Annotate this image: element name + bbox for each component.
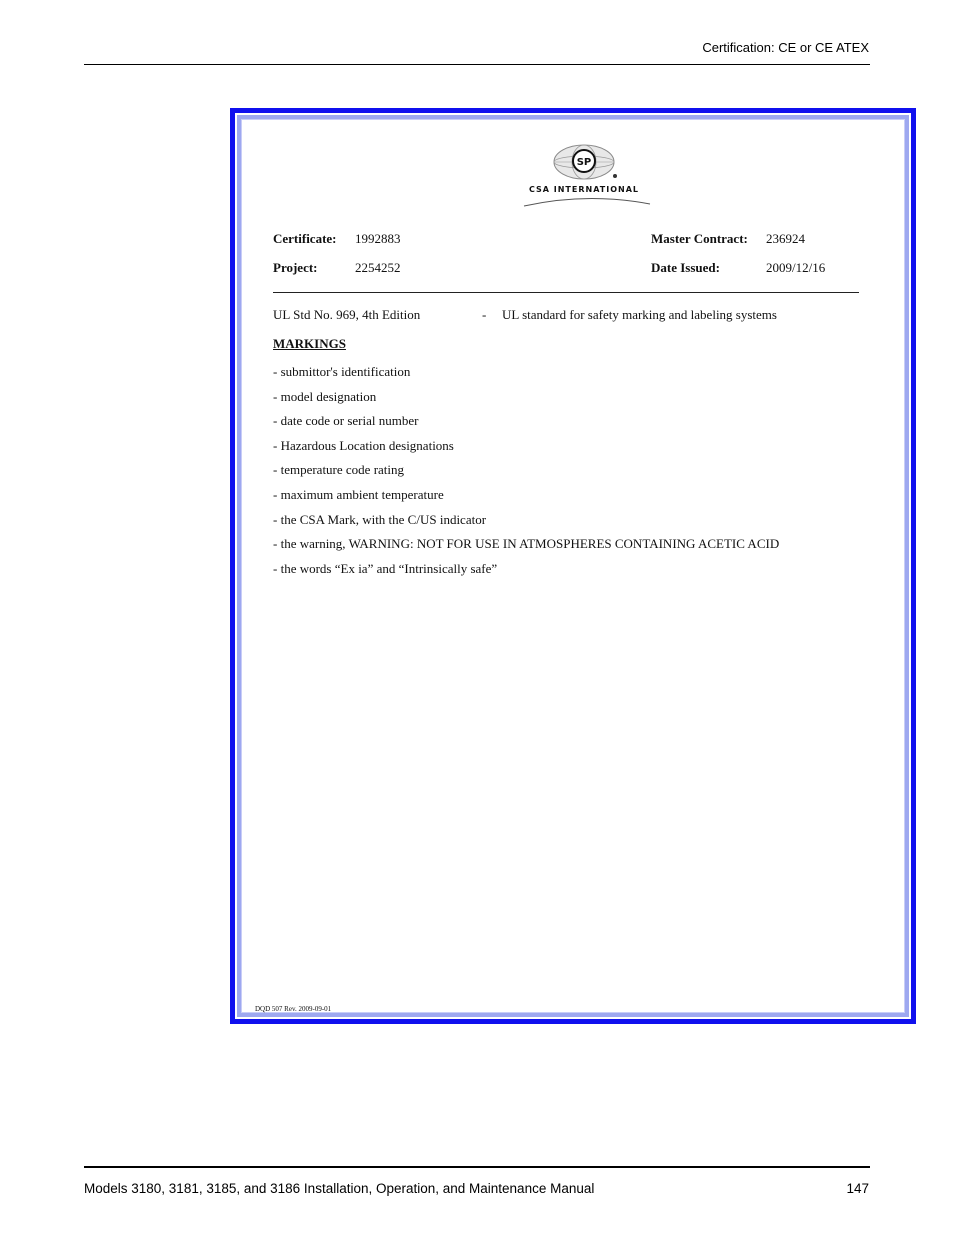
csa-globe-icon (522, 140, 652, 210)
page-number: 147 (846, 1181, 869, 1196)
certificate-label: Certificate: (273, 231, 337, 246)
list-item: - the CSA Mark, with the C/US indicator (273, 511, 487, 527)
standard-name: UL Std No. 969, 4th Edition (273, 307, 421, 322)
form-revision-id: DQD 507 Rev. 2009-09-01 (255, 1005, 332, 1013)
project-label: Project: (273, 260, 318, 275)
master-contract-label: Master Contract: (651, 231, 748, 246)
running-header: Certification: CE or CE ATEX (702, 40, 869, 55)
certificate-inner-border (237, 115, 909, 1017)
list-item: - Hazardous Location designations (273, 437, 454, 453)
logo-wordmark: CSA INTERNATIONAL (529, 185, 639, 194)
list-item: - model designation (273, 388, 377, 404)
list-item: - date code or serial number (273, 413, 419, 429)
csa-logo (522, 140, 652, 210)
svg-text:SP: SP (576, 157, 592, 168)
date-issued-label: Date Issued: (651, 260, 720, 275)
certificate-number: 1992883 (355, 231, 401, 246)
list-item: - temperature code rating (273, 462, 405, 478)
footer-rule (84, 1166, 870, 1168)
project-number: 2254252 (355, 260, 401, 275)
certificate-rule (273, 292, 859, 293)
date-issued-value: 2009/12/16 (766, 260, 826, 275)
standard-description: UL standard for safety marking and labeling systems (502, 307, 777, 322)
list-item: - the words “Ex ia” and “Intrinsically safe” (273, 560, 498, 576)
certificate-frame (230, 108, 916, 1024)
master-contract-number: 236924 (766, 231, 805, 246)
standard-dash: - (482, 307, 487, 322)
manual-title: Models 3180, 3181, 3185, and 3186 Installation, Operation, and Maintenance Manual (84, 1181, 595, 1196)
markings-list (273, 364, 779, 585)
list-item: - submittor's identification (273, 364, 411, 379)
header-rule (84, 64, 870, 65)
markings-heading: MARKINGS (273, 336, 346, 351)
list-item: - maximum ambient temperature (273, 486, 444, 502)
list-item: - the warning, WARNING: NOT FOR USE IN ATMOSPHERES CONTAINING ACETIC ACID (273, 536, 780, 552)
